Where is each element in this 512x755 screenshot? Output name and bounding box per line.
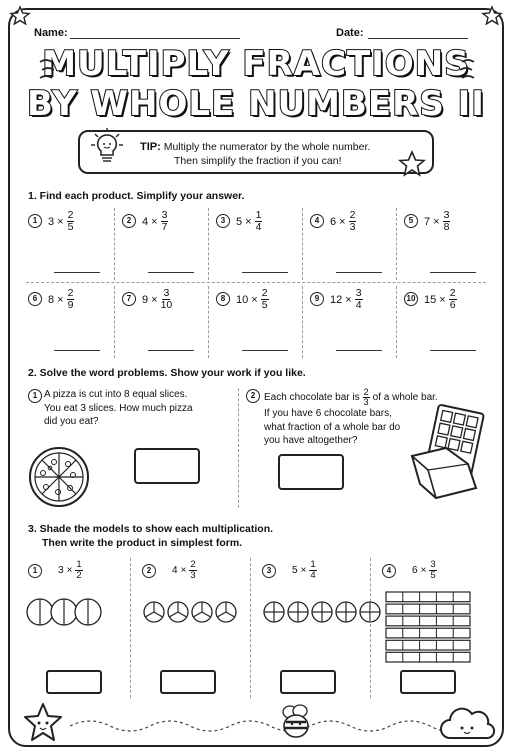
- fraction: [161, 288, 173, 311]
- tip-box: [78, 130, 434, 174]
- divider: [238, 388, 239, 508]
- word-problem-1-line3: did you eat?: [44, 416, 99, 427]
- fraction: [349, 210, 357, 233]
- divider: [114, 286, 115, 358]
- times-sign: ×: [66, 565, 73, 576]
- problem-number: 3: [262, 564, 276, 578]
- multiplication-expression: [424, 210, 450, 233]
- sparkle-icon: [38, 58, 62, 84]
- whole-number: 15: [424, 293, 437, 306]
- times-sign: ×: [339, 215, 346, 228]
- whole-number: 5: [236, 215, 243, 228]
- problem-number: 2: [142, 564, 156, 578]
- bar-model[interactable]: [386, 640, 470, 650]
- problem-number: 10: [404, 292, 418, 306]
- times-sign: ×: [251, 293, 258, 306]
- divider: [250, 558, 251, 698]
- times-sign: ×: [345, 293, 352, 306]
- denominator: 10: [160, 299, 173, 311]
- problem-number: 2: [246, 389, 260, 403]
- section3-heading-line2: Then write the product in simplest form.: [42, 537, 243, 549]
- denominator: 3: [349, 221, 356, 233]
- fraction: [449, 288, 457, 311]
- whole-number: 4: [142, 215, 149, 228]
- divider: [370, 558, 371, 698]
- answer-line[interactable]: [54, 272, 100, 273]
- numerator: 2: [190, 559, 196, 570]
- name-line[interactable]: [70, 38, 240, 39]
- problem-number: 6: [28, 292, 42, 306]
- multiplication-expression: [142, 210, 168, 233]
- problem-number: 5: [404, 214, 418, 228]
- multiplication-expression: [330, 288, 363, 311]
- word-problem-2-line2: If you have 6 chocolate bars,: [264, 408, 392, 419]
- times-sign: ×: [245, 215, 252, 228]
- divider: [208, 208, 209, 280]
- denominator: 9: [67, 299, 74, 311]
- numerator: 3: [430, 559, 436, 570]
- whole-number: 12: [330, 293, 343, 306]
- bar-model[interactable]: [386, 604, 470, 614]
- numerator: 1: [310, 559, 316, 570]
- whole-number: 9: [142, 293, 149, 306]
- whole-number: 4: [172, 565, 178, 576]
- fraction: [255, 210, 263, 233]
- denominator: 4: [310, 570, 316, 581]
- name-label: Name:: [34, 27, 68, 39]
- section3-heading-line1: 3. Shade the models to show each multiplication.: [28, 523, 274, 535]
- numerator: 3: [355, 287, 362, 299]
- word-problem-2-line3: what fraction of a whole bar do: [264, 421, 401, 433]
- word-problem-2-line4: you have altogether?: [264, 435, 358, 446]
- answer-line[interactable]: [242, 272, 288, 273]
- word-problem-1: [44, 388, 193, 429]
- fraction: [189, 560, 196, 581]
- fraction: [67, 288, 75, 311]
- denominator: 6: [449, 299, 456, 311]
- divider: [396, 286, 397, 358]
- answer-box[interactable]: [400, 670, 456, 694]
- times-sign: ×: [433, 215, 440, 228]
- date-line[interactable]: [368, 38, 468, 39]
- numerator: 3: [163, 287, 170, 299]
- section3-heading: [28, 522, 273, 550]
- answer-box[interactable]: [134, 448, 200, 484]
- multiplication-expression: [58, 560, 83, 581]
- problem-number: 7: [122, 292, 136, 306]
- times-sign: ×: [439, 293, 446, 306]
- star-icon: [22, 702, 64, 744]
- numerator: 1: [76, 559, 82, 570]
- divider: [302, 286, 303, 358]
- page-title-line2: BY WHOLE NUMBERS II: [27, 84, 485, 124]
- denominator: 3: [190, 570, 196, 581]
- tip-line2: Then simplify the fraction if you can!: [174, 155, 342, 167]
- whole-number: 3: [58, 565, 64, 576]
- numerator: 2: [449, 287, 456, 299]
- star-icon: [10, 6, 30, 26]
- denominator: 5: [430, 570, 436, 581]
- multiplication-expression: [236, 210, 262, 233]
- times-sign: ×: [57, 293, 64, 306]
- tip-label: TIP:: [140, 141, 161, 153]
- numerator: 2: [67, 287, 74, 299]
- divider: [208, 286, 209, 358]
- answer-line[interactable]: [242, 350, 288, 351]
- tip-line1: Multiply the numerator by the whole number.: [163, 141, 371, 153]
- times-sign: ×: [300, 565, 307, 576]
- times-sign: ×: [151, 293, 158, 306]
- numerator: 2: [349, 209, 356, 221]
- problem-number: 3: [216, 214, 230, 228]
- multiplication-expression: [330, 210, 356, 233]
- bee-icon: [276, 702, 316, 742]
- divider: [114, 208, 115, 280]
- divider: [130, 558, 131, 698]
- numerator: 3: [443, 209, 450, 221]
- date-label: Date:: [336, 27, 364, 39]
- word-problem-1-line1: A pizza is cut into 8 equal slices.: [44, 389, 188, 400]
- fraction-model[interactable]: [142, 592, 242, 672]
- star-icon: [482, 6, 502, 26]
- denominator: 4: [255, 221, 262, 233]
- problem-number: 8: [216, 292, 230, 306]
- answer-box[interactable]: [160, 670, 216, 694]
- multiplication-expression: [142, 288, 172, 311]
- times-sign: ×: [151, 215, 158, 228]
- denominator: 2: [76, 570, 82, 581]
- chocolate-bar-icon: [406, 404, 488, 504]
- problem-number: 4: [382, 564, 396, 578]
- whole-number: 8: [48, 293, 55, 306]
- whole-number: 10: [236, 293, 249, 306]
- problem-number: 1: [28, 389, 42, 403]
- answer-line[interactable]: [336, 350, 382, 351]
- answer-line[interactable]: [148, 350, 194, 351]
- answer-line[interactable]: [336, 272, 382, 273]
- times-sign: ×: [420, 565, 427, 576]
- multiplication-expression: [236, 288, 269, 311]
- star-icon: [398, 150, 426, 178]
- whole-number: 3: [48, 215, 55, 228]
- denominator: 7: [161, 221, 168, 233]
- answer-box[interactable]: [280, 670, 336, 694]
- fraction: [67, 210, 75, 233]
- denominator: 5: [261, 299, 268, 311]
- answer-line[interactable]: [430, 350, 476, 351]
- answer-box[interactable]: [46, 670, 102, 694]
- problem-number: 4: [310, 214, 324, 228]
- fraction: [429, 560, 436, 581]
- times-sign: ×: [57, 215, 64, 228]
- answer-line[interactable]: [54, 350, 100, 351]
- answer-line[interactable]: [148, 272, 194, 273]
- whole-number: 5: [292, 565, 298, 576]
- page-title-line1: MULTIPLY FRACTIONS: [42, 44, 470, 84]
- fraction: [443, 210, 451, 233]
- word-problem-1-line2: You eat 3 slices. How much pizza: [44, 402, 193, 414]
- numerator: 2: [67, 209, 74, 221]
- whole-number: 7: [424, 215, 431, 228]
- bar-model[interactable]: [386, 652, 470, 662]
- whole-number: 6: [330, 215, 337, 228]
- fraction-model[interactable]: [382, 592, 482, 672]
- bar-model[interactable]: [386, 592, 470, 602]
- divider: [396, 208, 397, 280]
- numerator: 3: [161, 209, 168, 221]
- denominator: 8: [443, 221, 450, 233]
- multiplication-expression: [292, 560, 317, 581]
- problem-number: 1: [28, 564, 42, 578]
- lightbulb-icon: [90, 126, 124, 166]
- multiplication-expression: [48, 210, 74, 233]
- fraction-model[interactable]: [28, 592, 128, 672]
- multiplication-expression: [48, 288, 74, 311]
- fraction: [161, 210, 169, 233]
- denominator: 3: [363, 397, 369, 407]
- numerator: 2: [363, 387, 369, 397]
- multiplication-expression: [424, 288, 457, 311]
- multiplication-expression: [412, 560, 437, 581]
- section1-heading: 1. Find each product. Simplify your answer.: [28, 190, 245, 202]
- bar-model[interactable]: [386, 616, 470, 626]
- numerator: 1: [255, 209, 262, 221]
- problem-number: 1: [28, 214, 42, 228]
- tip-text: [140, 140, 370, 168]
- problem-number: 2: [122, 214, 136, 228]
- answer-box[interactable]: [278, 454, 344, 490]
- fraction: [309, 560, 316, 581]
- word-problem-2-post: of a whole bar.: [372, 391, 438, 403]
- pizza-icon: [28, 446, 90, 508]
- whole-number: 6: [412, 565, 418, 576]
- fraction: [355, 288, 363, 311]
- cloud-icon: [440, 704, 494, 742]
- fraction: [363, 388, 370, 407]
- fraction: [75, 560, 82, 581]
- denominator: 4: [355, 299, 362, 311]
- fraction-model[interactable]: [262, 592, 362, 672]
- times-sign: ×: [180, 565, 187, 576]
- divider: [302, 208, 303, 280]
- numerator: 2: [261, 287, 268, 299]
- word-problem-2-pre: Each chocolate bar is: [264, 391, 360, 403]
- answer-line[interactable]: [430, 272, 476, 273]
- divider: [26, 282, 486, 283]
- bar-model[interactable]: [386, 628, 470, 638]
- problem-number: 9: [310, 292, 324, 306]
- footer-border: [70, 718, 450, 734]
- sparkle-icon: [456, 58, 480, 84]
- denominator: 5: [67, 221, 74, 233]
- section2-heading: 2. Solve the word problems. Show your work if you like.: [28, 367, 306, 379]
- fraction: [261, 288, 269, 311]
- multiplication-expression: [172, 560, 197, 581]
